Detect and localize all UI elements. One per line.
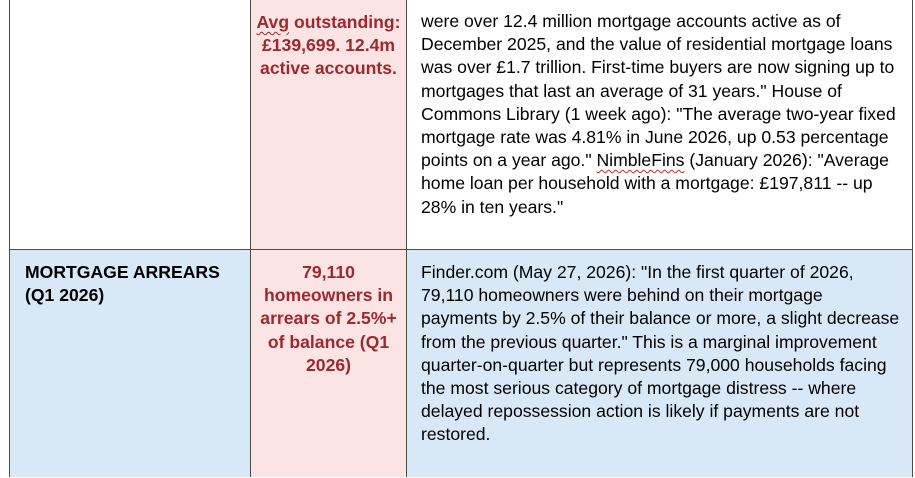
spellcheck-flagged-word: NimbleFins [596, 150, 685, 171]
metric-label-cell [10, 0, 251, 250]
source-notes [407, 0, 912, 219]
metric-value [251, 0, 406, 81]
metric-value: 79,110 homeowners in arrears of 2.5%+ of balance (Q1 2026) [260, 262, 397, 375]
source-notes-cell [407, 250, 913, 478]
metric-label [10, 0, 250, 11]
metric-value-rest: outstanding: £139,699. 12.4m active accounts. [260, 12, 401, 79]
spellcheck-flagged-word: Avg [256, 12, 290, 32]
source-notes-cell [407, 0, 913, 250]
source-notes: Finder.com (May 27, 2026): "In the first quarter of 2026, 79,110 homeowners were behind on their mortgage payments by 2.5% of their balance or more, a slight decrease from the previous quarter." This is a marginal improvement quarter-on-quarter but represents 79,000 households facing the most serious category of mortgage distress -- where delayed repossession action is likely if payments are not restored. [421, 262, 900, 445]
metric-value-cell [251, 0, 407, 250]
source-notes-part-1: were over 12.4 million mortgage accounts active as of December 2025, and the value of residential mortgage loans was over £1.7 trillion. First-time buyers are now signing up to mortgages that last an average of 31 years." House of Commons Library (1 week ago): "The average two-year fixed mortgage rate was 4.81% in June 2026, up 0.53 percentage points on a year ago." [421, 11, 896, 171]
table-row [10, 250, 913, 478]
source-notes-part-2: (January 2026): "Average home loan per household with a mortgage: £197,811 -- up 28% in ten years." [421, 150, 889, 217]
metric-value-cell [251, 250, 407, 478]
metric-label: MORTGAGE ARREARS (Q1 2026) [25, 262, 220, 306]
table-row [10, 0, 913, 250]
mortgage-data-table [9, 0, 913, 477]
metric-label-cell [10, 250, 251, 478]
